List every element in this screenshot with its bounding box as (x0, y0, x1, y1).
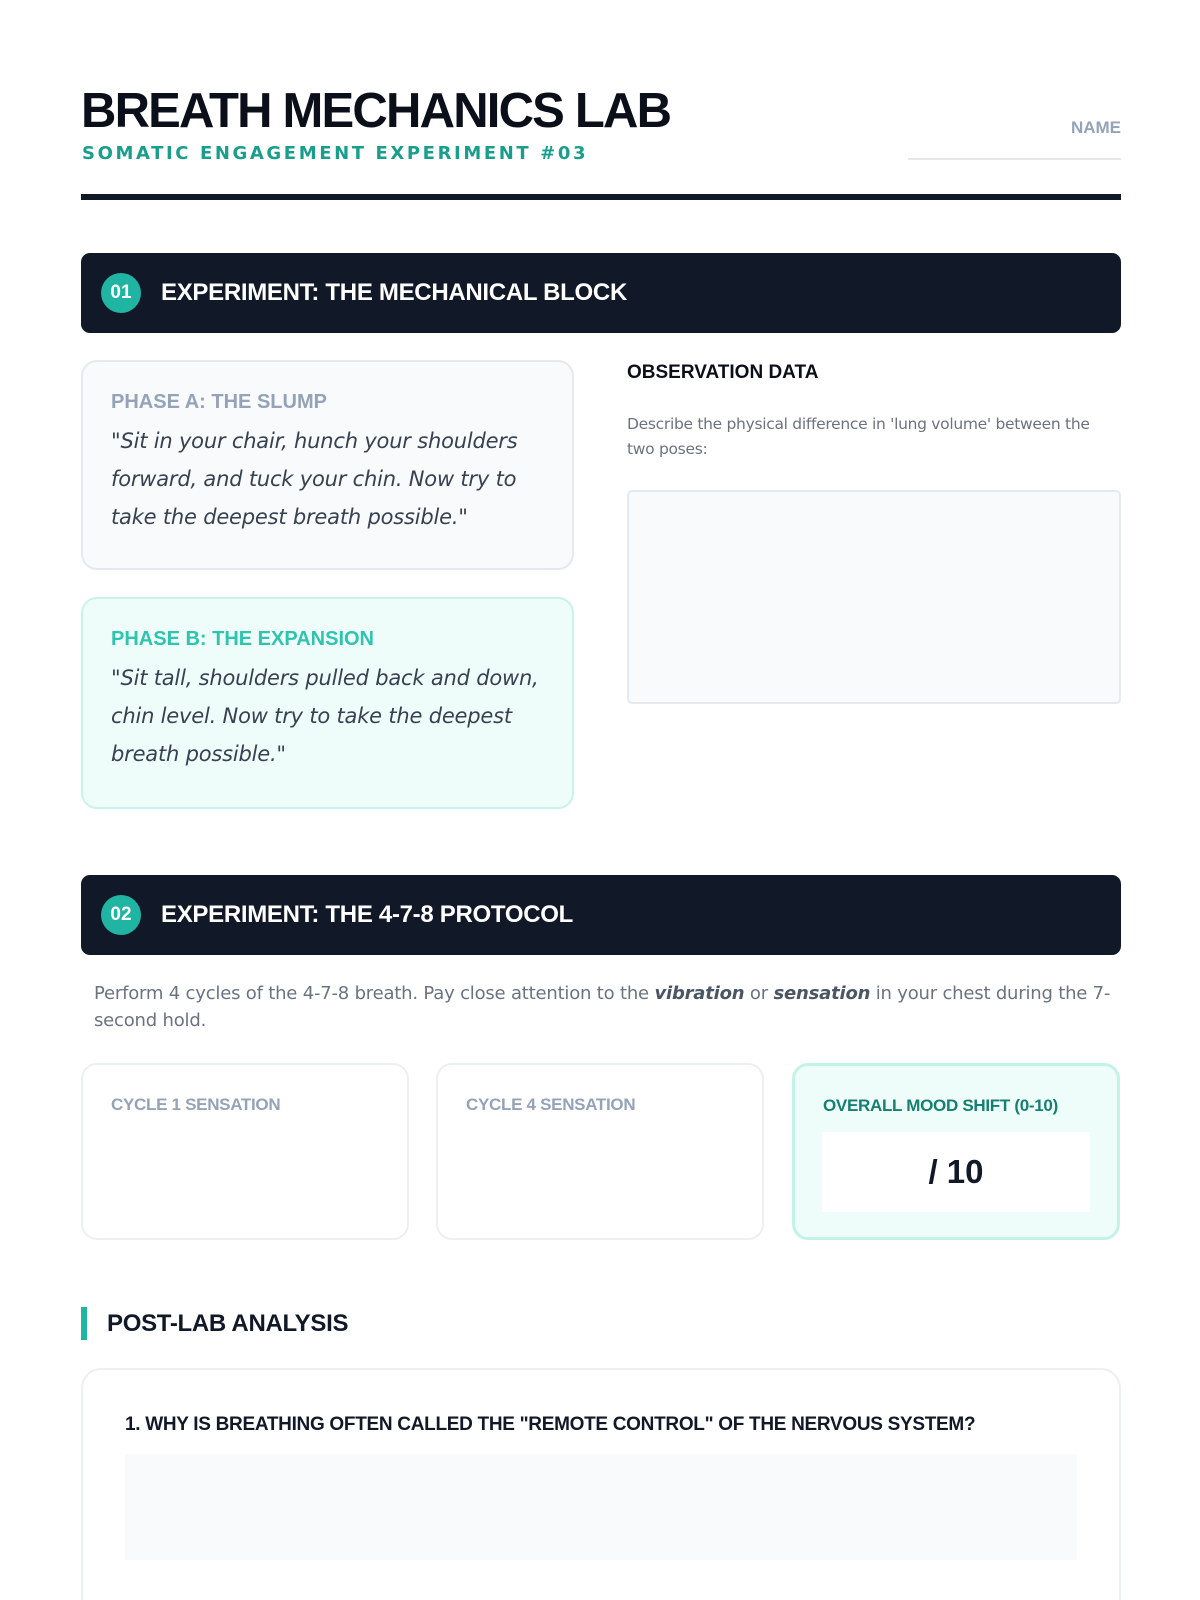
post-lab-title: POST-LAB ANALYSIS (107, 1310, 349, 1337)
emphasis-sensation: sensation (773, 983, 871, 1004)
section-2-title: EXPERIMENT: THE 4-7-8 PROTOCOL (161, 901, 573, 928)
question-1-card (81, 1368, 1121, 1600)
protocol-description-end: in your chest during the 7-second hold. (94, 983, 1111, 1031)
emphasis-vibration: vibration (654, 983, 745, 1004)
worksheet-header (81, 82, 1121, 202)
section-1-number-badge: 01 (101, 273, 141, 313)
section-1-title: EXPERIMENT: THE MECHANICAL BLOCK (161, 279, 627, 306)
name-label: NAME (1070, 118, 1121, 137)
phase-b-card (81, 597, 574, 809)
protocol-description-start: Perform 4 cycles of the 4-7-8 breath. Pay close attention to the (94, 983, 655, 1004)
section-2-number-badge: 02 (101, 895, 141, 935)
phase-a-card (81, 360, 574, 570)
cycle-1-sensation-field[interactable] (81, 1063, 409, 1240)
observation-answer-field[interactable] (627, 490, 1121, 704)
mood-shift-label: OVERALL MOOD SHIFT (0-10) (823, 1096, 1058, 1115)
observation-description: Describe the physical difference in 'lung volume' between the two poses: (627, 415, 1090, 458)
section-2-header (81, 875, 1121, 955)
question-1-text: 1. WHY IS BREATHING OFTEN CALLED THE "REMOTE CONTROL" OF THE NERVOUS SYSTEM? (125, 1414, 976, 1435)
page-subtitle: SOMATIC ENGAGEMENT EXPERIMENT #03 (82, 143, 589, 164)
worksheet-page (81, 0, 1121, 1600)
observation-panel (627, 360, 1121, 462)
post-lab-accent-bar (81, 1307, 87, 1340)
phase-a-quote: "Sit in your chair, hunch your shoulders forward, and tuck your chin. Now try to take the deepest breath possible." (111, 429, 518, 529)
protocol-description (94, 980, 1114, 1034)
phase-a-label: PHASE A: THE SLUMP (111, 391, 327, 413)
cycle-1-label: CYCLE 1 SENSATION (111, 1095, 281, 1114)
cycle-4-label: CYCLE 4 SENSATION (466, 1095, 636, 1114)
phase-b-quote: "Sit tall, shoulders pulled back and down, chin level. Now try to take the deepest breath possible." (111, 666, 539, 766)
cycle-4-sensation-field[interactable] (436, 1063, 764, 1240)
observation-title: OBSERVATION DATA (627, 362, 819, 383)
mood-shift-card (792, 1063, 1120, 1240)
mood-score-input[interactable] (822, 1132, 1090, 1212)
page-title: BREATH MECHANICS LAB (81, 84, 671, 138)
protocol-description-mid: or (744, 983, 774, 1004)
question-1-answer-field[interactable] (125, 1454, 1077, 1560)
name-field[interactable] (908, 158, 1121, 160)
header-divider (81, 194, 1121, 200)
phase-b-label: PHASE B: THE EXPANSION (111, 628, 374, 650)
section-1-header (81, 253, 1121, 333)
mood-score-suffix: / 10 (928, 1153, 984, 1190)
